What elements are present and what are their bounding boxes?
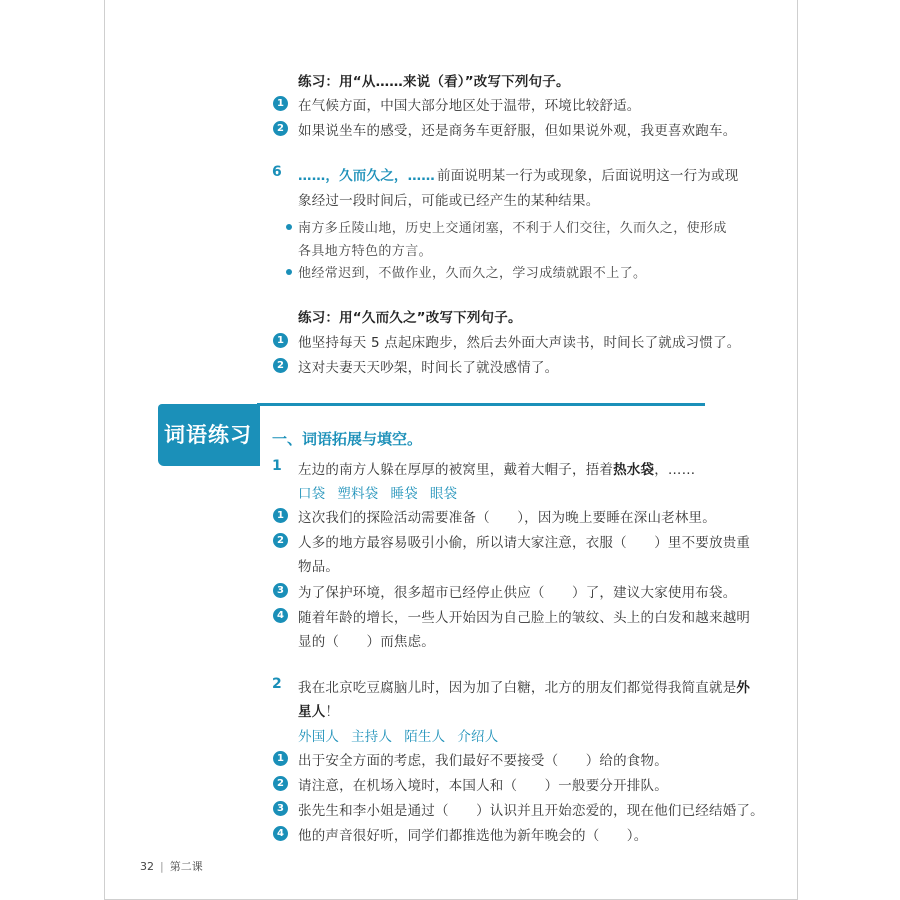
exercise-sentence: 我在北京吃豆腐脑儿时，因为加了白糖，北方的朋友们都觉得我简直就是外 <box>298 680 751 696</box>
word-option: 塑料袋 <box>337 486 379 502</box>
item-number-icon: 4 <box>273 826 288 841</box>
fill-blank-item: 张先生和李小姐是通过（ ）认识并且开始恋爱的，现在他们已经结婚了。 <box>298 803 764 819</box>
target-word: 外 <box>736 680 751 696</box>
example-sentence: 他经常迟到，不做作业，久而久之，学习成绩就跟不上了。 <box>298 266 647 281</box>
word-option: 主持人 <box>351 729 393 745</box>
item-number-icon: 1 <box>273 96 288 111</box>
item-number-icon: 3 <box>273 801 288 816</box>
target-word: 热水袋 <box>613 462 655 478</box>
item-number-icon: 1 <box>273 333 288 348</box>
section-rule <box>258 403 705 406</box>
item-number-icon: 2 <box>273 358 288 373</box>
fill-blank-item: 人多的地方最容易吸引小偷，所以请大家注意，衣服（ ）里不要放贵重 <box>298 535 751 551</box>
grammar-explain: 前面说明某一行为或现象，后面说明这一行为或现 <box>437 168 739 184</box>
word-option: 介绍人 <box>457 729 499 745</box>
fill-blank-item: 出于安全方面的考虑，我们最好不要接受（ ）给的食物。 <box>298 753 668 769</box>
example-sentence: 各具地方特色的方言。 <box>298 244 433 259</box>
item-number-icon: 2 <box>273 121 288 136</box>
fill-blank-item: 这次我们的探险活动需要准备（ ），因为晚上要睡在深山老林里。 <box>298 510 716 526</box>
item-number-icon: 2 <box>273 776 288 791</box>
fill-blank-item: 为了保护环境，很多超市已经停止供应（ ）了，建议大家使用布袋。 <box>298 585 737 601</box>
exercise-number: 1 <box>272 458 282 474</box>
word-option: 陌生人 <box>404 729 446 745</box>
item-number-icon: 1 <box>273 751 288 766</box>
bullet-icon <box>286 269 292 275</box>
word-option: 外国人 <box>298 729 340 745</box>
item-number-icon: 4 <box>273 608 288 623</box>
item-number-icon: 2 <box>273 533 288 548</box>
practice-heading: 练习：用“久而久之”改写下列句子。 <box>298 310 522 326</box>
practice-item: 他坚持每天 5 点起床跑步，然后去外面大声读书，时间长了就成习惯了。 <box>298 335 741 351</box>
word-option: 睡袋 <box>390 486 418 502</box>
item-number-icon: 3 <box>273 583 288 598</box>
lesson-label: 第二课 <box>169 860 203 873</box>
word-option: 眼袋 <box>429 486 458 502</box>
practice-item: 在气候方面，中国大部分地区处于温带，环境比较舒适。 <box>298 98 641 114</box>
word-bank <box>298 482 469 502</box>
exercise-sentence: 左边的南方人躲在厚厚的被窝里，戴着大帽子，捂着热水袋，…… <box>298 462 696 478</box>
fill-blank-item: 显的（ ）而焦虑。 <box>298 634 435 650</box>
word-option: 口袋 <box>298 486 326 502</box>
fill-blank-item: 他的声音很好听，同学们都推选他为新年晚会的（ ）。 <box>298 828 648 844</box>
grammar-term: ……，久而久之，…… <box>298 168 435 184</box>
item-number-icon: 1 <box>273 508 288 523</box>
practice-heading: 练习：用“从……来说（看）”改写下列句子。 <box>298 74 570 90</box>
example-sentence: 南方多丘陵山地，历史上交通闭塞，不利于人们交往，久而久之，使形成 <box>298 221 727 236</box>
page-footer: 32 | 第二课 <box>140 860 203 873</box>
fill-blank-item: 随着年龄的增长，一些人开始因为自己脸上的皱纹、头上的白发和越来越明 <box>298 610 751 626</box>
fill-blank-item: 请注意，在机场入境时，本国人和（ ）一般要分开排队。 <box>298 778 668 794</box>
section-title: 词语练习 <box>158 404 258 466</box>
grammar-explain: 象经过一段时间后，可能或已经产生的某种结果。 <box>298 193 600 209</box>
word-bank <box>298 725 510 745</box>
fill-blank-item: 物品。 <box>298 559 340 575</box>
target-word: 星人 <box>298 704 326 720</box>
exercise-sentence: 星人！ <box>298 704 340 720</box>
bullet-icon <box>286 224 292 230</box>
practice-item: 如果说坐车的感受，还是商务车更舒服，但如果说外观，我更喜欢跑车。 <box>298 123 737 139</box>
exercise-number: 2 <box>272 676 282 692</box>
grammar-number: 6 <box>272 164 282 180</box>
practice-item: 这对夫妻天天吵架，时间长了就没感情了。 <box>298 360 559 376</box>
page-number: 32 <box>140 860 154 873</box>
section-subtitle: 一、词语拓展与填空。 <box>272 430 423 448</box>
